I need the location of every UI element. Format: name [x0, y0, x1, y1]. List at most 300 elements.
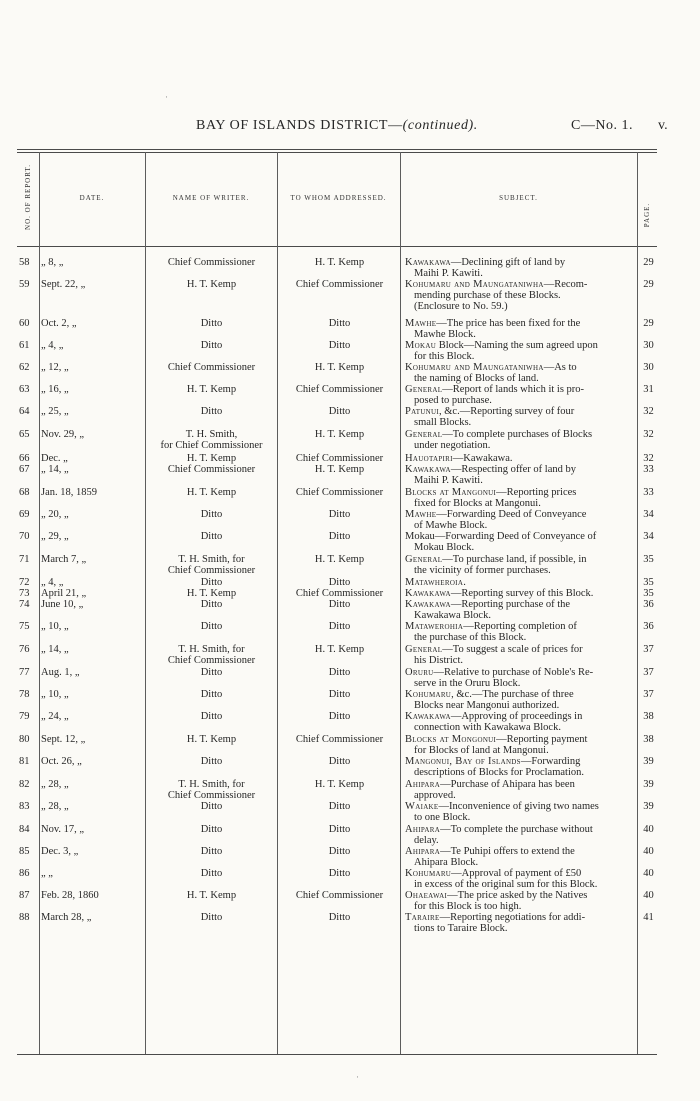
report-date: June 10, „: [41, 599, 84, 610]
subject-key: General: [405, 384, 443, 395]
subject-text: [405, 257, 636, 279]
subject-detail: Maihi P. Kawiti.: [414, 268, 483, 279]
subject-line: [405, 565, 636, 576]
column-header-writer: NAME OF WRITER.: [172, 194, 250, 202]
subject-line: [405, 711, 636, 722]
subject-detail: —Forwarding Deed of Conveyance: [436, 509, 587, 520]
addressee-line: Chief Commissioner: [295, 487, 384, 498]
subject-text: [405, 531, 636, 553]
writer-line: Ditto: [200, 824, 223, 835]
subject-detail: Block—Naming the sum agreed upon: [436, 340, 598, 351]
report-number: 88: [19, 912, 30, 923]
report-number: 79: [19, 711, 30, 722]
subject-text: [405, 846, 636, 868]
writer-line: Ditto: [200, 846, 223, 857]
addressee-name: [281, 340, 398, 351]
page-reference: 40: [643, 890, 654, 901]
addressee-line: H. T. Kemp: [314, 362, 365, 373]
subject-line: [405, 453, 636, 464]
title-continued: (continued).: [402, 118, 478, 133]
addressee-line: Ditto: [328, 406, 351, 417]
col-divider: [39, 152, 40, 1054]
page-reference: 40: [643, 868, 654, 879]
subject-detail: the vicinity of former purchases.: [414, 565, 551, 576]
report-number: 62: [19, 362, 30, 373]
subject-line: [405, 779, 636, 790]
writer-name: [149, 824, 274, 835]
report-date: „ 29, „: [41, 531, 69, 542]
addressee-name: [281, 487, 398, 498]
subject-line: [405, 362, 636, 373]
subject-detail: —Reporting purchase of the: [450, 599, 571, 610]
report-number: 84: [19, 824, 30, 835]
report-number: 58: [19, 257, 30, 268]
writer-line: Ditto: [200, 756, 223, 767]
writer-line: T. H. Smith, for: [178, 554, 245, 565]
report-date: March 28, „: [41, 912, 92, 923]
addressee-name: [281, 279, 398, 290]
subject-detail: for Blocks of land at Mangonui.: [414, 745, 549, 756]
column-header-page: PAGE.: [643, 202, 651, 228]
subject-detail: under negotiation.: [414, 440, 491, 451]
report-date: „ 25, „: [41, 406, 69, 417]
subject-line: [405, 678, 636, 689]
subject-detail: posed to purchase.: [414, 395, 492, 406]
addressee-name: [281, 912, 398, 923]
subject-line: [405, 464, 636, 475]
report-number: 66: [19, 453, 30, 464]
subject-line: [405, 290, 636, 301]
subject-line: [405, 790, 636, 801]
subject-text: [405, 890, 636, 912]
subject-detail: —The price has been fixed for the: [436, 318, 581, 329]
page-number: v.: [658, 118, 668, 133]
addressee-line: Ditto: [328, 756, 351, 767]
page-reference: 38: [643, 734, 654, 745]
report-date: „ 4, „: [41, 340, 64, 351]
subject-line: [405, 801, 636, 812]
subject-text: [405, 689, 636, 711]
subject-line: [405, 846, 636, 857]
addressee-name: [281, 890, 398, 901]
subject-line: [405, 890, 636, 901]
addressee-name: [281, 406, 398, 417]
subject-line: [405, 632, 636, 643]
subject-detail: —Declining gift of land by: [450, 257, 566, 268]
subject-line: [405, 340, 636, 351]
subject-line: [405, 644, 636, 655]
report-date: „ 10, „: [41, 621, 69, 632]
subject-line: [405, 700, 636, 711]
writer-name: [149, 756, 274, 767]
subject-detail: his District.: [414, 655, 463, 666]
report-table: [17, 149, 657, 1056]
subject-text: [405, 621, 636, 643]
writer-line: Ditto: [200, 912, 223, 923]
subject-detail: —Forwarding: [520, 756, 581, 767]
page-reference: 40: [643, 824, 654, 835]
subject-line: [405, 487, 636, 498]
report-number: 60: [19, 318, 30, 329]
page-reference: 31: [643, 384, 654, 395]
addressee-line: Chief Commissioner: [295, 588, 384, 599]
report-number: 68: [19, 487, 30, 498]
page-reference: 29: [643, 257, 654, 268]
subject-key: Kohumaru: [405, 689, 452, 700]
writer-line: Ditto: [200, 318, 223, 329]
subject-key: Blocks at Mongonui: [405, 734, 497, 745]
report-number: 69: [19, 509, 30, 520]
addressee-name: [281, 577, 398, 588]
subject-key: Waiake: [405, 801, 439, 812]
writer-name: [149, 453, 274, 464]
writer-line: Ditto: [200, 621, 223, 632]
writer-name: [149, 890, 274, 901]
writer-name: [149, 868, 274, 879]
writer-name: [149, 531, 274, 542]
writer-name: [149, 779, 274, 801]
subject-line: [405, 475, 636, 486]
subject-key: Kohumaru: [405, 868, 452, 879]
subject-detail: —Approval of payment of £50: [451, 868, 582, 879]
report-date: Aug. 1, „: [41, 667, 80, 678]
writer-line: Ditto: [200, 711, 223, 722]
addressee-name: [281, 318, 398, 329]
writer-name: [149, 689, 274, 700]
addressee-line: H. T. Kemp: [314, 257, 365, 268]
subject-detail: , &c.—Reporting survey of four: [439, 406, 575, 417]
report-date: Sept. 12, „: [41, 734, 86, 745]
page-reference: 36: [643, 599, 654, 610]
subject-text: [405, 509, 636, 531]
writer-name: [149, 340, 274, 351]
writer-name: [149, 644, 274, 666]
writer-line: Chief Commissioner: [167, 655, 256, 666]
writer-line: Ditto: [200, 340, 223, 351]
page-title: [196, 118, 478, 134]
subject-text: [405, 279, 636, 312]
subject-text: [405, 824, 636, 846]
subject-line: [405, 588, 636, 599]
subject-line: [405, 868, 636, 879]
subject-line: [405, 734, 636, 745]
writer-name: [149, 257, 274, 268]
report-number: 85: [19, 846, 30, 857]
subject-detail: in excess of the original sum for this Block.: [414, 879, 598, 890]
subject-text: [405, 554, 636, 576]
subject-line: [405, 923, 636, 934]
subject-detail: —Reporting negotiations for addi-: [439, 912, 586, 923]
subject-key: Kawakawa: [405, 599, 451, 610]
report-number: 72: [19, 577, 30, 588]
subject-detail: —To suggest a scale of prices for: [442, 644, 583, 655]
writer-line: H. T. Kemp: [186, 734, 237, 745]
subject-line: [405, 509, 636, 520]
writer-name: [149, 734, 274, 745]
page-reference: 37: [643, 644, 654, 655]
writer-name: [149, 588, 274, 599]
addressee-name: [281, 824, 398, 835]
subject-line: [405, 756, 636, 767]
page-reference: 32: [643, 429, 654, 440]
subject-line: [405, 689, 636, 700]
subject-key: Kohumaru and Maungataniwha: [405, 279, 544, 290]
report-number: 82: [19, 779, 30, 790]
subject-text: [405, 453, 636, 464]
subject-key: Ahipara: [405, 824, 441, 835]
scan-speck: ·: [356, 1072, 359, 1082]
report-date: Nov. 17, „: [41, 824, 85, 835]
writer-line: H. T. Kemp: [186, 890, 237, 901]
writer-line: Ditto: [200, 689, 223, 700]
writer-name: [149, 406, 274, 417]
addressee-name: [281, 621, 398, 632]
page-reference: 29: [643, 279, 654, 290]
addressee-line: Ditto: [328, 824, 351, 835]
report-date: Dec. 3, „: [41, 846, 79, 857]
report-date: „ 28, „: [41, 801, 69, 812]
writer-line: for Chief Commissioner: [160, 440, 263, 451]
title-main: BAY OF ISLANDS DISTRICT—: [196, 118, 403, 133]
subject-key: Mawhe: [405, 318, 437, 329]
subject-text: [405, 734, 636, 756]
subject-line: [405, 329, 636, 340]
report-date: „ 20, „: [41, 509, 69, 520]
subject-text: [405, 588, 636, 599]
subject-detail: —Reporting survey of this Block.: [450, 588, 594, 599]
subject-line: [405, 520, 636, 531]
report-date: March 7, „: [41, 554, 87, 565]
subject-detail: Mokau Block.: [414, 542, 475, 553]
subject-key: General: [405, 644, 443, 655]
subject-line: [405, 824, 636, 835]
subject-key: Mawhe: [405, 509, 437, 520]
subject-text: [405, 384, 636, 406]
subject-key: General: [405, 429, 443, 440]
page-reference: 30: [643, 340, 654, 351]
subject-detail: Maihi P. Kawiti.: [414, 475, 483, 486]
subject-line: [405, 745, 636, 756]
subject-detail: tions to Taraire Block.: [414, 923, 508, 934]
report-number: 59: [19, 279, 30, 290]
report-number: 65: [19, 429, 30, 440]
subject-line: [405, 621, 636, 632]
report-number: 70: [19, 531, 30, 542]
writer-name: [149, 318, 274, 329]
subject-detail: Ahipara Block.: [414, 857, 479, 868]
addressee-name: [281, 868, 398, 879]
subject-line: [405, 373, 636, 384]
writer-name: [149, 667, 274, 678]
subject-line: [405, 722, 636, 733]
page-reference: 35: [643, 577, 654, 588]
page-reference: 34: [643, 531, 654, 542]
subject-text: [405, 711, 636, 733]
page-reference: 41: [643, 912, 654, 923]
addressee-line: Ditto: [328, 846, 351, 857]
subject-key: Hauotapiri: [405, 453, 453, 464]
subject-detail: to one Block.: [414, 812, 471, 823]
subject-detail: small Blocks.: [414, 417, 472, 428]
addressee-name: [281, 464, 398, 475]
page-reference: 32: [643, 406, 654, 417]
subject-detail: —Reporting prices: [496, 487, 577, 498]
report-number: 74: [19, 599, 30, 610]
report-number: 78: [19, 689, 30, 700]
column-header-addressee: TO WHOM ADDRESSED.: [290, 194, 387, 202]
subject-key: Kawakawa: [405, 257, 451, 268]
writer-line: H. T. Kemp: [186, 588, 237, 599]
writer-line: T. H. Smith,: [185, 429, 238, 440]
addressee-line: Chief Commissioner: [295, 734, 384, 745]
subject-line: [405, 257, 636, 268]
addressee-name: [281, 599, 398, 610]
addressee-line: Ditto: [328, 689, 351, 700]
report-date: Feb. 28, 1860: [41, 890, 99, 901]
subject-detail: connection with Kawakawa Block.: [414, 722, 561, 733]
subject-detail: —Approving of proceedings in: [450, 711, 583, 722]
writer-name: [149, 509, 274, 520]
report-date: „ 16, „: [41, 384, 69, 395]
writer-line: H. T. Kemp: [186, 384, 237, 395]
addressee-line: Chief Commissioner: [295, 453, 384, 464]
subject-detail: , &c.—The purchase of three: [451, 689, 574, 700]
report-date: April 21, „: [41, 588, 87, 599]
page-reference: 39: [643, 779, 654, 790]
report-number: 87: [19, 890, 30, 901]
subject-line: [405, 901, 636, 912]
writer-name: [149, 384, 274, 395]
report-number: 64: [19, 406, 30, 417]
writer-line: Chief Commissioner: [167, 362, 256, 373]
subject-text: [405, 429, 636, 451]
subject-key: Ahipara: [405, 779, 441, 790]
subject-key: Kawakawa: [405, 588, 451, 599]
subject-detail: —To complete the purchase without: [440, 824, 593, 835]
report-number: 61: [19, 340, 30, 351]
subject-key: Mokau: [405, 340, 437, 351]
subject-detail: —Reporting payment: [496, 734, 588, 745]
writer-line: Chief Commissioner: [167, 464, 256, 475]
writer-line: Ditto: [200, 531, 223, 542]
report-number: 73: [19, 588, 30, 599]
report-date: „ 8, „: [41, 257, 64, 268]
subject-key: Matawheroia: [405, 577, 464, 588]
subject-key: General: [405, 554, 443, 565]
subject-line: [405, 767, 636, 778]
writer-line: T. H. Smith, for: [178, 644, 245, 655]
subject-text: [405, 868, 636, 890]
col-divider: [400, 152, 401, 1054]
subject-detail: delay.: [414, 835, 439, 846]
subject-line: [405, 554, 636, 565]
subject-line: [405, 395, 636, 406]
subject-line: [405, 655, 636, 666]
subject-text: [405, 756, 636, 778]
subject-detail: —The price asked by the Natives: [447, 890, 588, 901]
page-reference: 37: [643, 667, 654, 678]
report-date: Jan. 18, 1859: [41, 487, 97, 498]
page-reference: 35: [643, 588, 654, 599]
writer-name: [149, 801, 274, 812]
report-date: Oct. 2, „: [41, 318, 77, 329]
report-date: „ 28, „: [41, 779, 69, 790]
writer-line: Ditto: [200, 667, 223, 678]
addressee-line: Ditto: [328, 509, 351, 520]
writer-line: Ditto: [200, 801, 223, 812]
report-date: Sept. 22, „: [41, 279, 86, 290]
page-reference: 37: [643, 689, 654, 700]
addressee-line: Chief Commissioner: [295, 384, 384, 395]
addressee-line: H. T. Kemp: [314, 644, 365, 655]
addressee-line: Chief Commissioner: [295, 279, 384, 290]
addressee-name: [281, 734, 398, 745]
column-header-subject: SUBJECT.: [499, 194, 538, 202]
writer-name: [149, 846, 274, 857]
subject-detail: the purchase of this Block.: [414, 632, 527, 643]
report-number: 76: [19, 644, 30, 655]
addressee-line: H. T. Kemp: [314, 779, 365, 790]
subject-line: [405, 531, 636, 542]
report-number: 63: [19, 384, 30, 395]
writer-name: [149, 599, 274, 610]
subject-text: [405, 644, 636, 666]
subject-detail: of Mawhe Block.: [414, 520, 488, 531]
col-divider: [145, 152, 146, 1054]
page-reference: 36: [643, 621, 654, 632]
report-number: 77: [19, 667, 30, 678]
subject-detail: Kawakawa Block.: [414, 610, 491, 621]
subject-text: [405, 406, 636, 428]
addressee-name: [281, 644, 398, 655]
writer-line: Ditto: [200, 599, 223, 610]
writer-name: [149, 429, 274, 451]
subject-detail: —Relative to purchase of Noble's Re-: [433, 667, 594, 678]
subject-line: [405, 318, 636, 329]
report-date: Oct. 26, „: [41, 756, 82, 767]
addressee-name: [281, 779, 398, 790]
subject-key: Matawerohia: [405, 621, 464, 632]
subject-key: Mangonui, Bay of Islands: [405, 756, 521, 767]
subject-line: [405, 812, 636, 823]
addressee-name: [281, 846, 398, 857]
addressee-line: Ditto: [328, 531, 351, 542]
writer-name: [149, 362, 274, 373]
addressee-line: Ditto: [328, 340, 351, 351]
table-top-rule: [17, 149, 657, 150]
subject-line: [405, 857, 636, 868]
report-number: 80: [19, 734, 30, 745]
subject-text: [405, 801, 636, 823]
addressee-line: Ditto: [328, 599, 351, 610]
report-date: Dec. „: [41, 453, 68, 464]
page-reference: 33: [643, 487, 654, 498]
subject-detail: mending purchase of these Blocks.: [414, 290, 561, 301]
subject-text: [405, 340, 636, 362]
subject-text: [405, 487, 636, 509]
subject-key: Kohumaru and Maungataniwha: [405, 362, 544, 373]
addressee-name: [281, 801, 398, 812]
subject-detail: Mokau—Forwarding Deed of Conveyance of: [405, 531, 597, 542]
addressee-line: Ditto: [328, 801, 351, 812]
subject-key: Oruru: [405, 667, 434, 678]
writer-line: Ditto: [200, 577, 223, 588]
subject-text: [405, 779, 636, 801]
report-number: 86: [19, 868, 30, 879]
addressee-name: [281, 588, 398, 599]
subject-line: [405, 912, 636, 923]
report-number: 75: [19, 621, 30, 632]
